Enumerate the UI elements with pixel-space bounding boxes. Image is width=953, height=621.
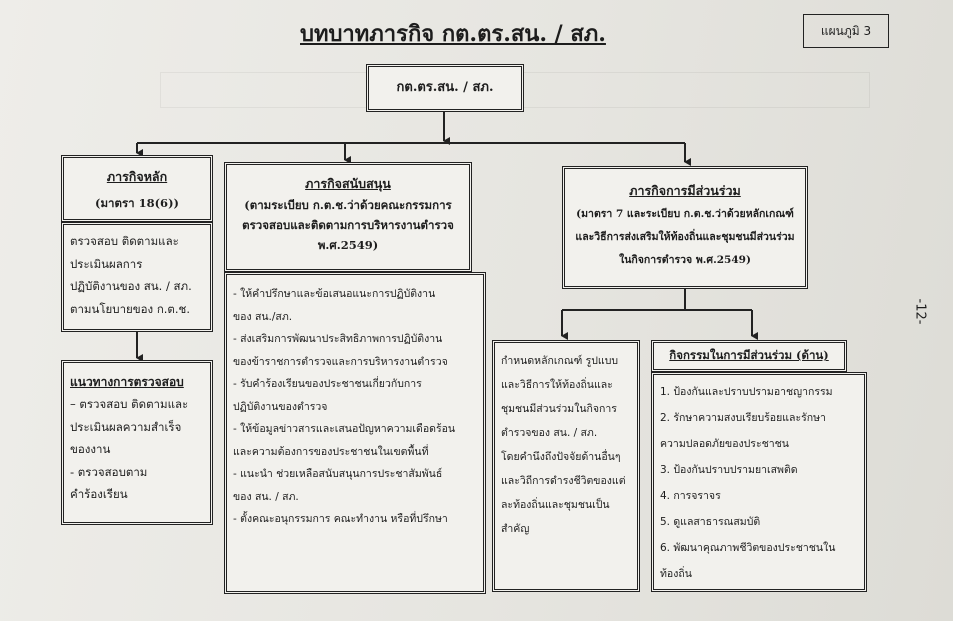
participation-mission-header <box>562 166 808 289</box>
support-mission-subtitle-line: (ตามระเบียบ ก.ต.ช.ว่าด้วยคณะกรรมการ <box>244 198 452 212</box>
inspection-guide-line: ประเมินผลความสำเร็จ <box>70 419 182 434</box>
participation-mission-subtitle-line: และวิธีการส่งเสริมให้ท้องถิ่นและชุมชนมีส่วนร่วม <box>575 231 795 243</box>
main-mission-line: ตามนโยบายของ ก.ต.ช. <box>70 301 191 316</box>
participation-rules-line: ตำรวจของ สน. / สภ. <box>501 427 598 439</box>
support-mission-line: - ให้ข้อมูลข่าวสารและเสนอปัญหาความเดือดร้อน <box>233 423 456 435</box>
participation-rules-line: ชุมชนมีส่วนร่วมในกิจการ <box>501 403 617 415</box>
support-mission-line: - ให้คำปรึกษาและข้อเสนอแนะการปฏิบัติงาน <box>233 288 436 300</box>
inspection-guide-line: คำร้องเรียน <box>70 487 128 501</box>
support-mission-line: ของ สน. / สภ. <box>233 490 299 503</box>
main-mission-line: ตรวจสอบ ติดตามและ <box>70 234 179 248</box>
support-mission-line: ของ สน./สภ. <box>233 310 293 323</box>
main-mission-line: ปฏิบัติงานของ สน. / สภ. <box>70 279 192 293</box>
participation-rules-line: ละท้องถิ่นและชุมชนเป็น <box>501 499 610 511</box>
participation-rules-line: กำหนดหลักเกณฑ์ รูปแบบ <box>501 355 619 367</box>
participation-activities-body <box>651 372 867 592</box>
page-number: -12- <box>912 298 928 325</box>
inspection-guide-line: - ตรวจสอบตาม <box>70 464 148 479</box>
main-mission-line: ประเมินผลการ <box>70 256 143 271</box>
participation-mission-title: ภารกิจการมีส่วนร่วม <box>629 183 741 198</box>
participation-activity-line: ท้องถิ่น <box>660 568 692 580</box>
participation-rules-line: และวิถีการดำรงชีวิตของแต่ <box>501 475 626 487</box>
support-mission-line: และความต้องการของประชาชนในเขตพื้นที่ <box>233 445 429 458</box>
support-mission-line: ของข้าราชการตำรวจและการบริหารงานตำรวจ <box>233 355 448 368</box>
page-title: บทบาทภารกิจ กต.ตร.สน. / สภ. <box>300 21 606 47</box>
support-mission-subtitle-line: พ.ศ.2549) <box>317 238 379 252</box>
support-mission-line: - แนะนำ ช่วยเหลือสนับสนุนการประชาสัมพันธ์ <box>233 468 443 480</box>
participation-rules-box <box>492 340 640 592</box>
root-box <box>366 64 524 112</box>
support-mission-body <box>224 272 486 594</box>
participation-mission-subtitle-line: ในกิจการตำรวจ พ.ศ.2549) <box>619 254 751 266</box>
inspection-guide-title: แนวทางการตรวจสอบ <box>70 375 184 389</box>
main-mission-subtitle: (มาตรา 18(6)) <box>95 196 179 210</box>
participation-rules-line: และวิธีการให้ท้องถิ่นและ <box>501 379 613 391</box>
support-mission-subtitle-line: ตรวจสอบและติดตามการบริหารงานตำรวจ <box>242 218 454 232</box>
support-mission-line: - ตั้งคณะอนุกรรมการ คณะทำงาน หรือที่ปรึกษา <box>233 513 448 525</box>
inspection-guide-line: – ตรวจสอบ ติดตามและ <box>70 397 189 411</box>
main-mission-body <box>61 222 213 332</box>
participation-activity-line: 5. ดูแลสาธารณสมบัติ <box>660 516 761 528</box>
support-mission-line: ปฏิบัติงานของตำรวจ <box>233 400 328 413</box>
participation-rules-line: โดยคำนึงถึงปัจจัยด้านอื่นๆ <box>501 451 621 463</box>
participation-activity-line: ความปลอดภัยของประชาชน <box>660 438 789 450</box>
root-label: กต.ตร.สน. / สภ. <box>396 80 494 95</box>
chart-tag: แผนภูมิ 3 <box>803 14 889 48</box>
participation-mission-subtitle-line: (มาตรา 7 และระเบียบ ก.ต.ช.ว่าด้วยหลักเกณฑ์ <box>576 208 794 220</box>
main-mission-title: ภารกิจหลัก <box>106 169 168 184</box>
inspection-guide-box <box>61 360 213 525</box>
support-mission-title: ภารกิจสนับสนุน <box>305 176 391 191</box>
inspection-guide-line: ของงาน <box>70 442 111 456</box>
support-mission-header <box>224 162 472 272</box>
participation-activity-line: 3. ป้องกันปราบปรามยาเสพติด <box>660 464 798 476</box>
participation-activity-line: 1. ป้องกันและปราบปรามอาชญากรรม <box>660 386 833 398</box>
support-mission-line: - ส่งเสริมการพัฒนาประสิทธิภาพการปฏิบัติงาน <box>233 333 443 345</box>
participation-activity-line: 4. การจราจร <box>660 490 721 502</box>
participation-activities-title: กิจกรรมในการมีส่วนร่วม (ด้าน) <box>669 348 829 362</box>
support-mission-line: - รับคำร้องเรียนของประชาชนเกี่ยวกับการ <box>233 378 422 390</box>
participation-activity-line: 2. รักษาความสงบเรียบร้อยและรักษา <box>660 412 826 424</box>
participation-rules-line: สำคัญ <box>501 523 530 535</box>
main-mission-header <box>61 155 213 222</box>
participation-activities-header <box>651 340 847 372</box>
participation-activity-line: 6. พัฒนาคุณภาพชีวิตของประชาชนใน <box>660 542 836 554</box>
